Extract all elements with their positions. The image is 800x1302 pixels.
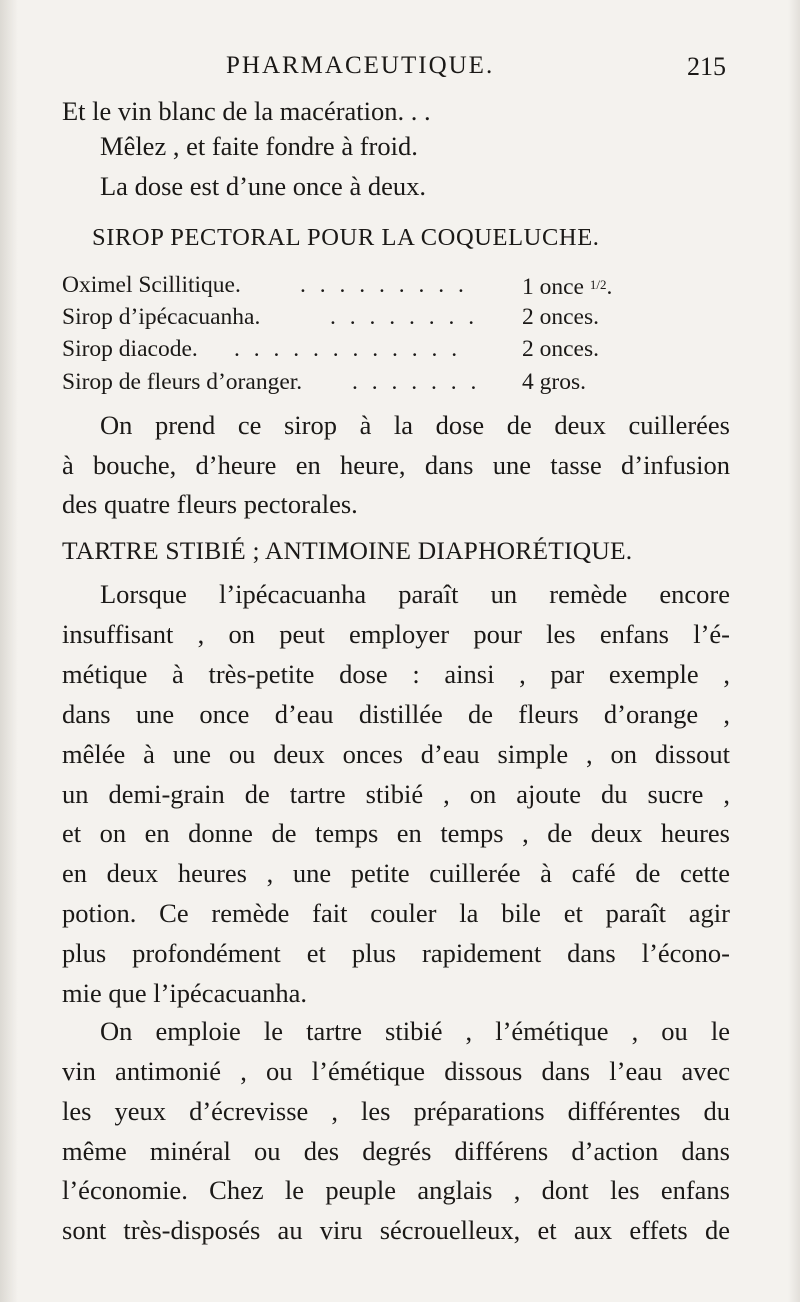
leader-dots: . . . . . . . . — [330, 304, 479, 330]
body-line: On prend ce sirop à la dose de deux cuillerées — [100, 410, 730, 440]
ingredient-quantity: 2 onces. — [522, 336, 600, 362]
body-line: les yeux d’écrevisse , les préparations différentes du — [62, 1096, 730, 1126]
ingredient-quantity: 2 onces. — [522, 304, 600, 330]
section-heading: TARTRE STIBIÉ ; ANTIMOINE DIAPHORÉTIQUE. — [62, 536, 633, 565]
running-title: PHARMACEUTIQUE. — [226, 52, 495, 79]
body-line: plus profondément et plus rapidement dans l’écono- — [62, 938, 730, 968]
body-line: mie que l’ipécacuanha. — [62, 978, 307, 1008]
leader-dots: . . . . . . . — [352, 369, 481, 395]
leader-dots: . . . . . . . . . . . . — [234, 336, 462, 362]
body-line: mêlée à une ou deux onces d’eau simple , on dissout — [62, 739, 730, 769]
running-header — [226, 52, 726, 81]
body-line: Lorsque l’ipécacuanha paraît un remède encore — [100, 579, 730, 609]
body-line: On emploie le tartre stibié , l’émétique , ou le — [100, 1016, 730, 1046]
leader-dots: . . . . . . . . . — [300, 272, 468, 298]
fraction: 1/2 — [589, 277, 607, 292]
body-line: des quatre fleurs pectorales. — [62, 489, 358, 519]
body-line: insuffisant , on peut employer pour les enfans l’é- — [62, 619, 730, 649]
body-line: en deux heures , une petite cuillerée à café de cette — [62, 858, 730, 888]
body-line: métique à très-petite dose : ainsi , par exemple , — [62, 659, 730, 689]
ingredient-quantity: 1 once $^{1/2}$. — [522, 274, 613, 300]
body-line: même minéral ou des degrés différens d’action dans — [62, 1136, 730, 1166]
body-line: un demi-grain de tartre stibié , on ajoute du sucre , — [62, 779, 730, 809]
ingredient-name: Sirop d’ipécacuanha. — [62, 304, 261, 330]
section-heading: SIROP PECTORAL POUR LA COQUELUCHE. — [92, 224, 600, 251]
page-number: 215 — [687, 52, 726, 81]
body-line: Et le vin blanc de la macération. . . — [62, 96, 431, 126]
ingredient-quantity: 4 gros. — [522, 369, 586, 395]
body-line: La dose est d’une once à deux. — [100, 171, 426, 201]
ingredient-name: Oximel Scillitique. — [62, 272, 241, 298]
ingredient-name: Sirop diacode. — [62, 336, 198, 362]
body-line: dans une once d’eau distillée de fleurs d’orange , — [62, 699, 730, 729]
body-line: Mêlez , et faite fondre à froid. — [100, 131, 418, 161]
body-line: sont très-disposés au viru sécrouelleux, et aux effets de — [62, 1215, 730, 1245]
body-line: l’économie. Chez le peuple anglais , dont les enfans — [62, 1175, 730, 1205]
body-line: vin antimonié , ou l’émétique dissous dans l’eau avec — [62, 1056, 730, 1086]
body-line: à bouche, d’heure en heure, dans une tasse d’infusion — [62, 450, 730, 480]
ingredient-name: Sirop de fleurs d’oranger. — [62, 369, 303, 395]
body-line: potion. Ce remède fait couler la bile et paraît agir — [62, 898, 730, 928]
body-line: et on en donne de temps en temps , de deux heures — [62, 818, 730, 848]
